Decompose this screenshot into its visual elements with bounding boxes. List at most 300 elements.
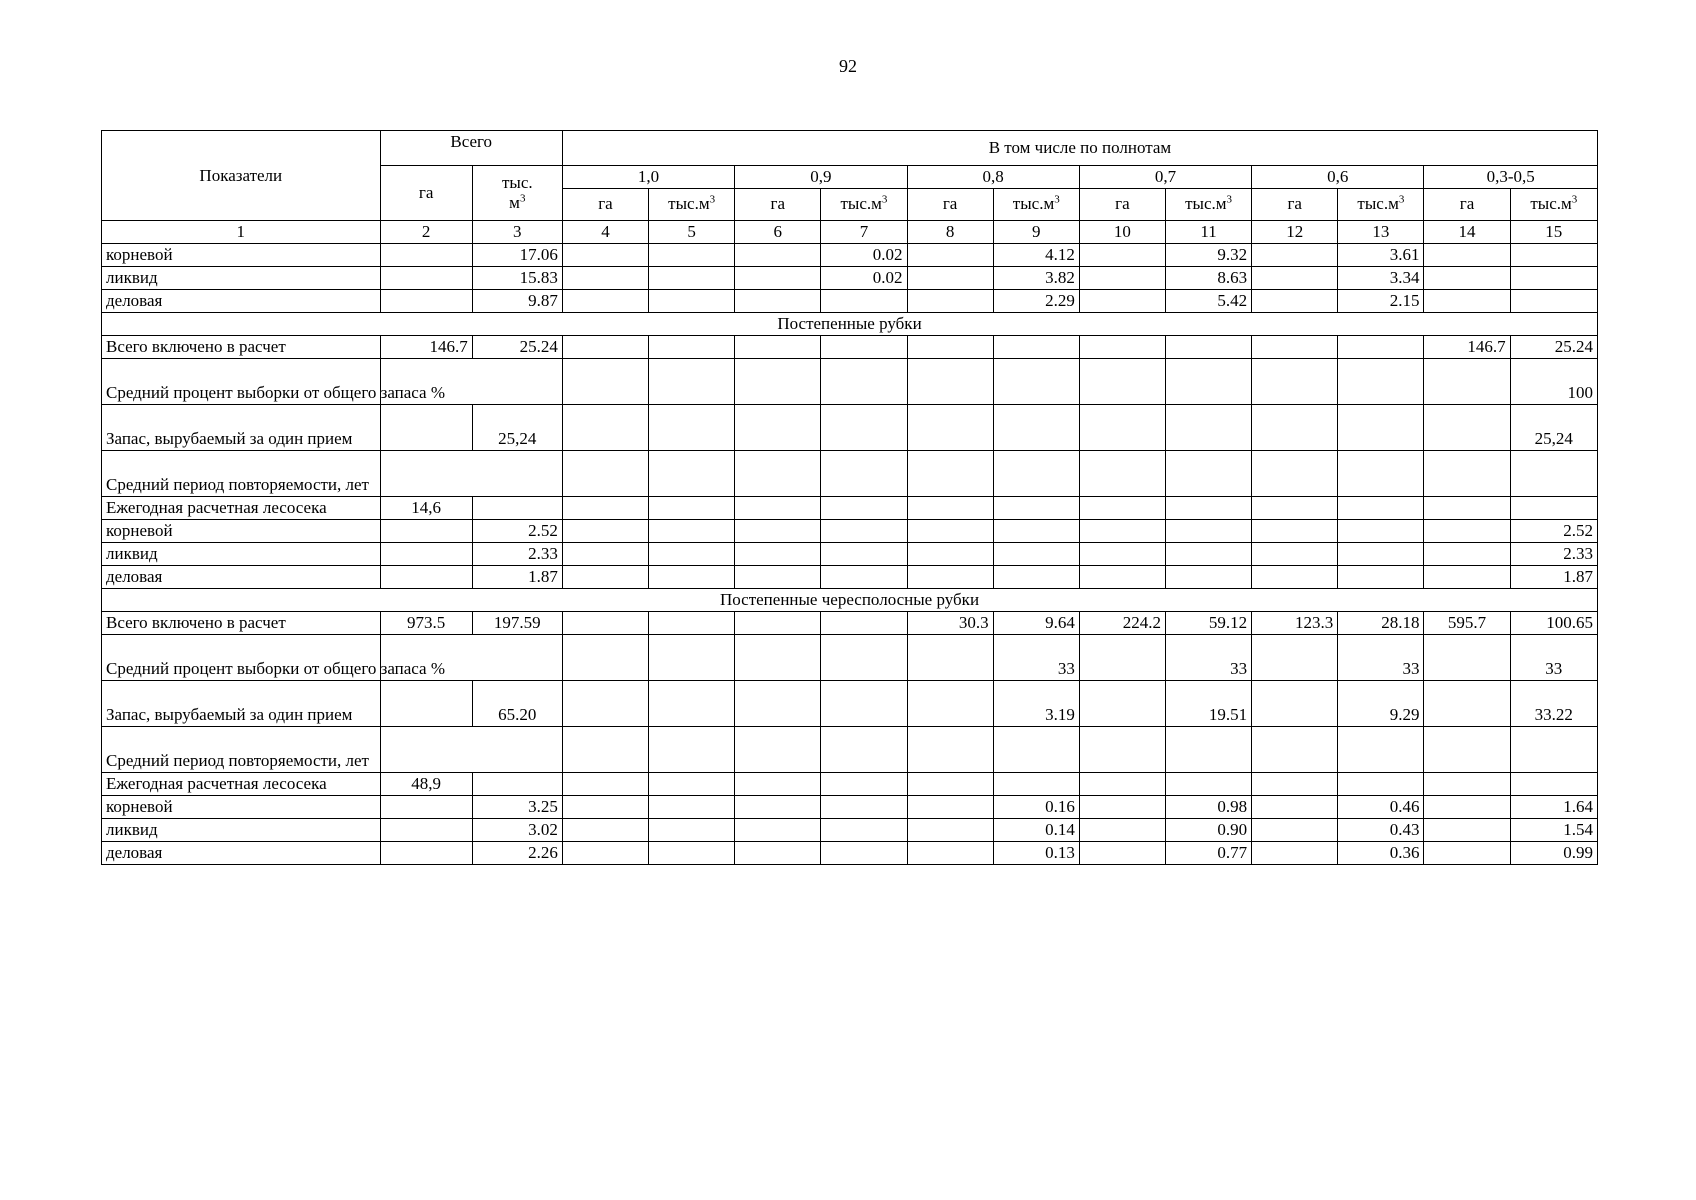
- header-total-exp: 3: [519, 192, 526, 205]
- cell: [649, 565, 735, 588]
- cell: 3.25: [472, 795, 562, 818]
- cell: [649, 611, 735, 634]
- cell: [380, 289, 472, 312]
- cell: [649, 289, 735, 312]
- cell: [649, 634, 735, 680]
- cell: [380, 726, 562, 772]
- cell: [649, 542, 735, 565]
- cell: [1252, 772, 1338, 795]
- cell: [380, 565, 472, 588]
- cell: [380, 404, 472, 450]
- cell: [907, 726, 993, 772]
- cell: [1252, 818, 1338, 841]
- header-m3-exp: 3: [1054, 193, 1060, 206]
- row-label: Запас, вырубаемый за один прием: [102, 404, 381, 450]
- cell: [1424, 289, 1510, 312]
- cell: [380, 680, 472, 726]
- header-ha: га: [735, 188, 821, 220]
- cell: [649, 680, 735, 726]
- cell: [1252, 404, 1338, 450]
- cell: [821, 450, 907, 496]
- cell: 2.52: [472, 519, 562, 542]
- cell: [821, 818, 907, 841]
- cell: 33.22: [1510, 680, 1597, 726]
- cell: 0.77: [1165, 841, 1251, 864]
- cell: 0.02: [821, 243, 907, 266]
- cell: 33: [1165, 634, 1251, 680]
- cell: 25,24: [1510, 404, 1597, 450]
- row-label: Средний период повторяемости, лет: [102, 726, 381, 772]
- cell: [1079, 358, 1165, 404]
- cell: [993, 335, 1079, 358]
- cell: [1079, 266, 1165, 289]
- header-density: 0,8: [907, 166, 1079, 189]
- column-number: 1: [102, 220, 381, 243]
- cell: [472, 772, 562, 795]
- cell: [1252, 542, 1338, 565]
- table-row: [102, 680, 1598, 726]
- header-m3-text: тыс.м: [840, 194, 882, 214]
- header-including: В том числе по полнотам: [562, 131, 1597, 166]
- cell: [821, 634, 907, 680]
- cell: 146.7: [380, 335, 472, 358]
- cell: 8.63: [1165, 266, 1251, 289]
- section-header-row: [102, 312, 1598, 335]
- column-number: 2: [380, 220, 472, 243]
- cell: [562, 611, 648, 634]
- cell: [735, 450, 821, 496]
- cell: [380, 542, 472, 565]
- cell: [907, 358, 993, 404]
- cell: [907, 404, 993, 450]
- header-total-m: м: [509, 192, 520, 212]
- cell: [1252, 726, 1338, 772]
- cell: [649, 335, 735, 358]
- cell: [562, 795, 648, 818]
- cell: [1252, 266, 1338, 289]
- row-label: Ежегодная расчетная лесосека: [102, 496, 381, 519]
- cell: 0.90: [1165, 818, 1251, 841]
- cell: [1424, 519, 1510, 542]
- cell: [735, 404, 821, 450]
- column-number: 7: [821, 220, 907, 243]
- table-row: [102, 542, 1598, 565]
- cell: [1079, 496, 1165, 519]
- cell: 9.32: [1165, 243, 1251, 266]
- cell: [649, 726, 735, 772]
- cell: [1165, 726, 1251, 772]
- cell: [562, 772, 648, 795]
- cell: [1424, 450, 1510, 496]
- cell: [1079, 243, 1165, 266]
- cell: [1510, 772, 1597, 795]
- row-label: корневой: [102, 519, 381, 542]
- cell: [1424, 404, 1510, 450]
- cell: 0.36: [1338, 841, 1424, 864]
- cell: [1338, 496, 1424, 519]
- cell: [821, 519, 907, 542]
- header-m3: [649, 188, 735, 220]
- table-row: [102, 358, 1598, 404]
- header-total-thous: тыс.: [501, 173, 533, 193]
- header-m3-exp: 3: [1398, 193, 1405, 206]
- cell: [907, 818, 993, 841]
- cell: [380, 243, 472, 266]
- cell: [993, 450, 1079, 496]
- cell: [907, 243, 993, 266]
- cell: [1510, 289, 1597, 312]
- cell: [1424, 726, 1510, 772]
- cell: [1252, 496, 1338, 519]
- cell: [1338, 335, 1424, 358]
- cell: [649, 496, 735, 519]
- cell: [1252, 289, 1338, 312]
- header-density: 0,9: [735, 166, 907, 189]
- cell: 197.59: [472, 611, 562, 634]
- cell: [1079, 565, 1165, 588]
- header-density: 0,6: [1252, 166, 1424, 189]
- column-number: 12: [1252, 220, 1338, 243]
- header-m3-exp: 3: [1571, 193, 1578, 206]
- header-density: 0,7: [1079, 166, 1251, 189]
- cell: [1079, 726, 1165, 772]
- row-label: корневой: [102, 795, 381, 818]
- cell: [380, 795, 472, 818]
- row-label: Ежегодная расчетная лесосека: [102, 772, 381, 795]
- header-ha: га: [1079, 188, 1165, 220]
- table-row: [102, 519, 1598, 542]
- cell: [1079, 841, 1165, 864]
- cell: 1.54: [1510, 818, 1597, 841]
- cell: [1424, 243, 1510, 266]
- cell: [735, 565, 821, 588]
- column-number: 15: [1510, 220, 1597, 243]
- cell: 1.87: [1510, 565, 1597, 588]
- header-m3: [821, 188, 907, 220]
- cell: 123.3: [1252, 611, 1338, 634]
- cell: [1338, 519, 1424, 542]
- cell: [821, 680, 907, 726]
- header-indicators: Показатели: [102, 131, 381, 221]
- cell: [1510, 726, 1597, 772]
- cell: [1424, 818, 1510, 841]
- cell: [649, 404, 735, 450]
- row-label: Средний процент выборки от общего запаса %: [102, 634, 381, 680]
- row-label: корневой: [102, 243, 381, 266]
- cell: [993, 358, 1079, 404]
- section-header-row: [102, 588, 1598, 611]
- cell: [907, 841, 993, 864]
- row-label: Всего включено в расчет: [102, 611, 381, 634]
- cell: [1165, 335, 1251, 358]
- cell: [735, 841, 821, 864]
- cell: [735, 818, 821, 841]
- cell: 3.19: [993, 680, 1079, 726]
- cell: [821, 289, 907, 312]
- cell: 5.42: [1165, 289, 1251, 312]
- header-density: 0,3-0,5: [1424, 166, 1598, 189]
- cell: [907, 266, 993, 289]
- cell: [735, 611, 821, 634]
- cell: 2.33: [472, 542, 562, 565]
- cell: [562, 542, 648, 565]
- table-row: [102, 565, 1598, 588]
- cell: [1165, 565, 1251, 588]
- column-number: 5: [649, 220, 735, 243]
- column-number: 6: [735, 220, 821, 243]
- cell: 28.18: [1338, 611, 1424, 634]
- cell: [380, 841, 472, 864]
- cell: [380, 450, 562, 496]
- cell: 33: [1510, 634, 1597, 680]
- cell: [1252, 565, 1338, 588]
- cell: 0.43: [1338, 818, 1424, 841]
- cell: [1424, 358, 1510, 404]
- cell: [735, 335, 821, 358]
- header-ha: га: [1424, 188, 1510, 220]
- header-density: 1,0: [562, 166, 734, 189]
- cell: [649, 795, 735, 818]
- cell: 48,9: [380, 772, 472, 795]
- cell: [562, 450, 648, 496]
- cell: 1.87: [472, 565, 562, 588]
- cell: [562, 726, 648, 772]
- column-number: 13: [1338, 220, 1424, 243]
- cell: [821, 496, 907, 519]
- header-m3-exp: 3: [709, 193, 716, 206]
- cell: 1.64: [1510, 795, 1597, 818]
- cell: [1079, 335, 1165, 358]
- cell: 100.65: [1510, 611, 1597, 634]
- cell: [1079, 404, 1165, 450]
- cell: [562, 496, 648, 519]
- row-label: Запас, вырубаемый за один прием: [102, 680, 381, 726]
- cell: [907, 634, 993, 680]
- table-row: [102, 335, 1598, 358]
- header-total-m3: [472, 166, 562, 221]
- header-total: Всего: [380, 131, 562, 166]
- cell: 3.02: [472, 818, 562, 841]
- cell: [1252, 680, 1338, 726]
- cell: [907, 795, 993, 818]
- cell: 224.2: [1079, 611, 1165, 634]
- table-row: [102, 289, 1598, 312]
- cell: 2.26: [472, 841, 562, 864]
- cell: [735, 519, 821, 542]
- cell: [907, 289, 993, 312]
- cell: [1424, 795, 1510, 818]
- cell: [1424, 841, 1510, 864]
- cell: [562, 634, 648, 680]
- cell: 33: [1338, 634, 1424, 680]
- header-total-ha: га: [380, 166, 472, 221]
- cell: [562, 565, 648, 588]
- cell: [562, 680, 648, 726]
- header-m3: [1510, 188, 1597, 220]
- cell: [993, 726, 1079, 772]
- cell: [562, 841, 648, 864]
- table-row: [102, 611, 1598, 634]
- cell: [907, 680, 993, 726]
- cell: [1165, 450, 1251, 496]
- table-body: [102, 243, 1598, 864]
- cell: [735, 726, 821, 772]
- header-m3-text: тыс.м: [668, 194, 710, 214]
- header-ha: га: [1252, 188, 1338, 220]
- cell: [649, 243, 735, 266]
- cell: [735, 289, 821, 312]
- page-number: 92: [839, 56, 857, 76]
- cell: [562, 519, 648, 542]
- cell: [1338, 565, 1424, 588]
- cell: 0.46: [1338, 795, 1424, 818]
- cell: 3.34: [1338, 266, 1424, 289]
- cell: 2.15: [1338, 289, 1424, 312]
- header-m3: [1338, 188, 1424, 220]
- cell: [1079, 519, 1165, 542]
- header-m3-exp: 3: [1226, 193, 1233, 206]
- cell: [1424, 565, 1510, 588]
- row-label: ликвид: [102, 542, 381, 565]
- column-number: 14: [1424, 220, 1510, 243]
- cell: 9.87: [472, 289, 562, 312]
- cell: 973.5: [380, 611, 472, 634]
- cell: [1165, 542, 1251, 565]
- cell: [1510, 496, 1597, 519]
- cell: [1338, 542, 1424, 565]
- table-row: [102, 795, 1598, 818]
- cell: [735, 266, 821, 289]
- cell: [821, 358, 907, 404]
- table-row: [102, 266, 1598, 289]
- cell: [907, 335, 993, 358]
- row-label: ликвид: [102, 266, 381, 289]
- cell: [1079, 818, 1165, 841]
- cell: [1338, 772, 1424, 795]
- cell: [1079, 450, 1165, 496]
- cell: [562, 818, 648, 841]
- cell: [821, 726, 907, 772]
- cell: 3.61: [1338, 243, 1424, 266]
- cell: [1252, 841, 1338, 864]
- cell: [1424, 680, 1510, 726]
- header-m3: [1165, 188, 1251, 220]
- cell: 2.29: [993, 289, 1079, 312]
- cell: [821, 841, 907, 864]
- cell: [821, 404, 907, 450]
- cell: [380, 818, 472, 841]
- cell: 146.7: [1424, 335, 1510, 358]
- table-row: [102, 404, 1598, 450]
- cell: 9.29: [1338, 680, 1424, 726]
- cell: [1252, 450, 1338, 496]
- header-m3-text: тыс.м: [1357, 194, 1399, 214]
- cell: [1252, 634, 1338, 680]
- cell: 25.24: [1510, 335, 1597, 358]
- cell: 17.06: [472, 243, 562, 266]
- cell: [1252, 335, 1338, 358]
- cell: [993, 496, 1079, 519]
- cell: 2.33: [1510, 542, 1597, 565]
- table-header: [102, 131, 1598, 244]
- header-m3-text: тыс.м: [1530, 194, 1572, 214]
- cell: [1165, 404, 1251, 450]
- cell: 0.02: [821, 266, 907, 289]
- cell: [907, 565, 993, 588]
- cell: [649, 841, 735, 864]
- cell: [649, 450, 735, 496]
- header-ha: га: [907, 188, 993, 220]
- cell: [1079, 289, 1165, 312]
- cell: [562, 358, 648, 404]
- cell: [1338, 726, 1424, 772]
- cell: [1424, 772, 1510, 795]
- cell: 25.24: [472, 335, 562, 358]
- cell: [993, 404, 1079, 450]
- cell: 3.82: [993, 266, 1079, 289]
- forest-cut-table: [101, 130, 1598, 865]
- cell: [562, 404, 648, 450]
- column-number: 10: [1079, 220, 1165, 243]
- column-number-row: [102, 220, 1598, 243]
- column-number: 8: [907, 220, 993, 243]
- cell: 25,24: [472, 404, 562, 450]
- cell: 9.64: [993, 611, 1079, 634]
- cell: [993, 772, 1079, 795]
- cell: 0.13: [993, 841, 1079, 864]
- cell: [821, 565, 907, 588]
- cell: [1165, 496, 1251, 519]
- cell: [1252, 795, 1338, 818]
- cell: [1338, 404, 1424, 450]
- cell: [907, 519, 993, 542]
- cell: [1079, 772, 1165, 795]
- header-m3: [993, 188, 1079, 220]
- cell: [821, 772, 907, 795]
- cell: 100: [1510, 358, 1597, 404]
- cell: [562, 243, 648, 266]
- cell: [649, 772, 735, 795]
- cell: [1079, 795, 1165, 818]
- cell: [907, 496, 993, 519]
- cell: 19.51: [1165, 680, 1251, 726]
- cell: [735, 542, 821, 565]
- cell: [649, 266, 735, 289]
- row-label: Всего включено в расчет: [102, 335, 381, 358]
- cell: [993, 565, 1079, 588]
- cell: [993, 519, 1079, 542]
- table-row: [102, 818, 1598, 841]
- cell: [1252, 519, 1338, 542]
- cell: 595.7: [1424, 611, 1510, 634]
- cell: 0.16: [993, 795, 1079, 818]
- cell: [1165, 358, 1251, 404]
- cell: [562, 266, 648, 289]
- cell: [1510, 450, 1597, 496]
- cell: [735, 772, 821, 795]
- cell: [1079, 542, 1165, 565]
- cell: [907, 772, 993, 795]
- cell: [1252, 358, 1338, 404]
- table-row: [102, 841, 1598, 864]
- row-label: деловая: [102, 565, 381, 588]
- cell: [907, 450, 993, 496]
- column-number: 9: [993, 220, 1079, 243]
- row-label: Средний период повторяемости, лет: [102, 450, 381, 496]
- column-number: 4: [562, 220, 648, 243]
- cell: [1165, 519, 1251, 542]
- cell: 2.52: [1510, 519, 1597, 542]
